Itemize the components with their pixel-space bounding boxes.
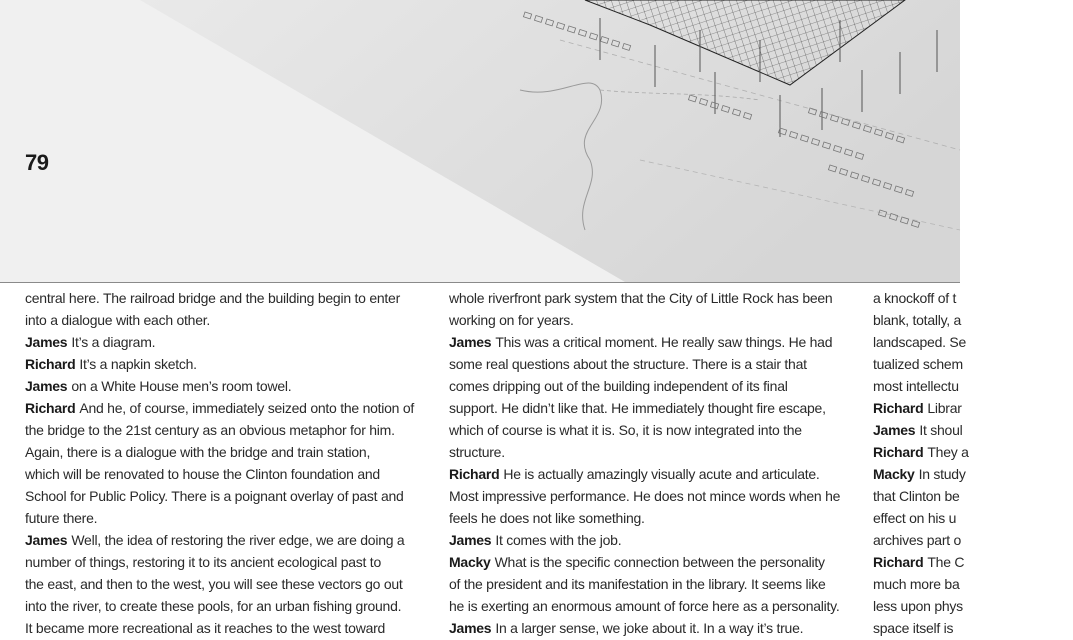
transcript-line (25, 375, 425, 397)
transcript-line (25, 419, 425, 441)
transcript-line (873, 331, 1073, 353)
text-column-2 (449, 287, 849, 639)
transcript-line (25, 463, 425, 485)
speaker-name: Richard (873, 554, 924, 570)
transcript-line (25, 485, 425, 507)
transcript-line (25, 507, 425, 529)
speaker-name: James (25, 532, 68, 548)
speech-text: School for Public Policy. There is a poignant overlay of past and (25, 488, 404, 504)
text-column-3 (873, 287, 1073, 639)
speaker-name: James (25, 334, 68, 350)
transcript-line (25, 595, 425, 617)
speech-text: Again, there is a dialogue with the bridge and train station, (25, 444, 371, 460)
speech-text: blank, totally, a (873, 312, 962, 328)
speech-text: working on for years. (449, 312, 574, 328)
speech-text: In a larger sense, we joke about it. In a way it’s true. (495, 620, 804, 636)
speech-text: And he, of course, immediately seized onto the notion of (79, 400, 415, 416)
transcript-line (449, 397, 849, 419)
speech-text: Most impressive performance. He does not mince words when he (449, 488, 841, 504)
transcript-line (873, 529, 1073, 551)
speaker-name: James (873, 422, 916, 438)
speaker-name: James (449, 334, 492, 350)
speaker-name: Richard (873, 444, 924, 460)
speech-text: effect on his u (873, 510, 957, 526)
transcript-line (449, 463, 849, 485)
speech-text: It shoul (919, 422, 963, 438)
transcript-line (873, 441, 1073, 463)
speech-text: future there. (25, 510, 98, 526)
speech-text: central here. The railroad bridge and the building begin to enter (25, 290, 400, 306)
speech-text: that Clinton be (873, 488, 960, 504)
speech-text: The C (927, 554, 965, 570)
speech-text: number of things, restoring it to its ancient ecological past to (25, 554, 381, 570)
transcript-line (449, 419, 849, 441)
transcript-line (25, 353, 425, 375)
site-plan-drawing (0, 0, 960, 282)
transcript-line (25, 309, 425, 331)
transcript-line (449, 331, 849, 353)
speech-text: support. He didn’t like that. He immediately thought fire escape, (449, 400, 826, 416)
transcript-line (449, 573, 849, 595)
speaker-name: Richard (25, 400, 76, 416)
speech-text: It comes with the job. (495, 532, 622, 548)
transcript-line (25, 617, 425, 639)
speech-text: he is exerting an enormous amount of force here as a personality. (449, 598, 840, 614)
architectural-drawing-image (0, 0, 960, 282)
transcript-line (449, 309, 849, 331)
speech-text: landscaped. Se (873, 334, 967, 350)
transcript-line (449, 595, 849, 617)
transcript-line (25, 551, 425, 573)
transcript-line (449, 375, 849, 397)
speaker-name: Richard (873, 400, 924, 416)
transcript-line (873, 507, 1073, 529)
speech-text: on a White House men’s room towel. (71, 378, 292, 394)
transcript-line (449, 485, 849, 507)
transcript-line (873, 573, 1073, 595)
transcript-line (873, 485, 1073, 507)
speech-text: a knockoff of t (873, 290, 957, 306)
speech-text: Librar (927, 400, 962, 416)
speech-text: Well, the idea of restoring the river edge, we are doing a (71, 532, 405, 548)
transcript-line (25, 529, 425, 551)
transcript-line (873, 463, 1073, 485)
speech-text: which will be renovated to house the Clinton foundation and (25, 466, 380, 482)
transcript-line (449, 353, 849, 375)
speaker-name: James (25, 378, 68, 394)
transcript-line (25, 441, 425, 463)
transcript-line (449, 617, 849, 639)
speech-text: What is the specific connection between the personality (494, 554, 825, 570)
speech-text: into a dialogue with each other. (25, 312, 211, 328)
speech-text: space itself is (873, 620, 954, 636)
speech-text: They a (927, 444, 969, 460)
speaker-name: James (449, 532, 492, 548)
transcript-line (25, 573, 425, 595)
transcript-line (25, 331, 425, 353)
transcript-line (25, 397, 425, 419)
transcript-line (873, 287, 1073, 309)
speech-text: the bridge to the 21st century as an obvious metaphor for him. (25, 422, 395, 438)
speech-text: feels he does not like something. (449, 510, 645, 526)
transcript-line (873, 551, 1073, 573)
speaker-name: Richard (25, 356, 76, 372)
speech-text: structure. (449, 444, 505, 460)
speech-text: He is actually amazingly visually acute and articulate. (503, 466, 820, 482)
speaker-name: Macky (449, 554, 491, 570)
speech-text: It’s a diagram. (71, 334, 156, 350)
speech-text: much more ba (873, 576, 960, 592)
speech-text: most intellectu (873, 378, 959, 394)
transcript-line (449, 441, 849, 463)
speech-text: This was a critical moment. He really saw things. He had (495, 334, 833, 350)
speech-text: less upon phys (873, 598, 963, 614)
transcript-line (25, 287, 425, 309)
speech-text: It’s a napkin sketch. (79, 356, 197, 372)
speaker-name: Richard (449, 466, 500, 482)
speech-text: which of course is what it is. So, it is now integrated into the (449, 422, 802, 438)
speech-text: of the president and its manifestation in the library. It seems like (449, 576, 826, 592)
speech-text: some real questions about the structure. There is a stair that (449, 356, 807, 372)
speech-text: It became more recreational as it reaches to the west toward (25, 620, 386, 636)
speech-text: tualized schem (873, 356, 963, 372)
speech-text: into the river, to create these pools, for an urban fishing ground. (25, 598, 402, 614)
transcript-line (873, 353, 1073, 375)
transcript-line (873, 595, 1073, 617)
page-number: 79 (25, 150, 49, 175)
speech-text: archives part o (873, 532, 962, 548)
speech-text: comes dripping out of the building independent of its final (449, 378, 788, 394)
transcript-line (873, 419, 1073, 441)
transcript-line (449, 551, 849, 573)
transcript-line (873, 397, 1073, 419)
transcript-line (873, 375, 1073, 397)
transcript-line (449, 507, 849, 529)
speech-text: whole riverfront park system that the City of Little Rock has been (449, 290, 833, 306)
transcript-line (873, 309, 1073, 331)
transcript-line (873, 617, 1073, 639)
speaker-name: Macky (873, 466, 915, 482)
transcript-line (449, 529, 849, 551)
speech-text: In study (918, 466, 966, 482)
speech-text: the east, and then to the west, you will see these vectors go out (25, 576, 403, 592)
section-divider (0, 282, 960, 283)
speaker-name: James (449, 620, 492, 636)
text-column-1 (25, 287, 425, 639)
transcript-line (449, 287, 849, 309)
